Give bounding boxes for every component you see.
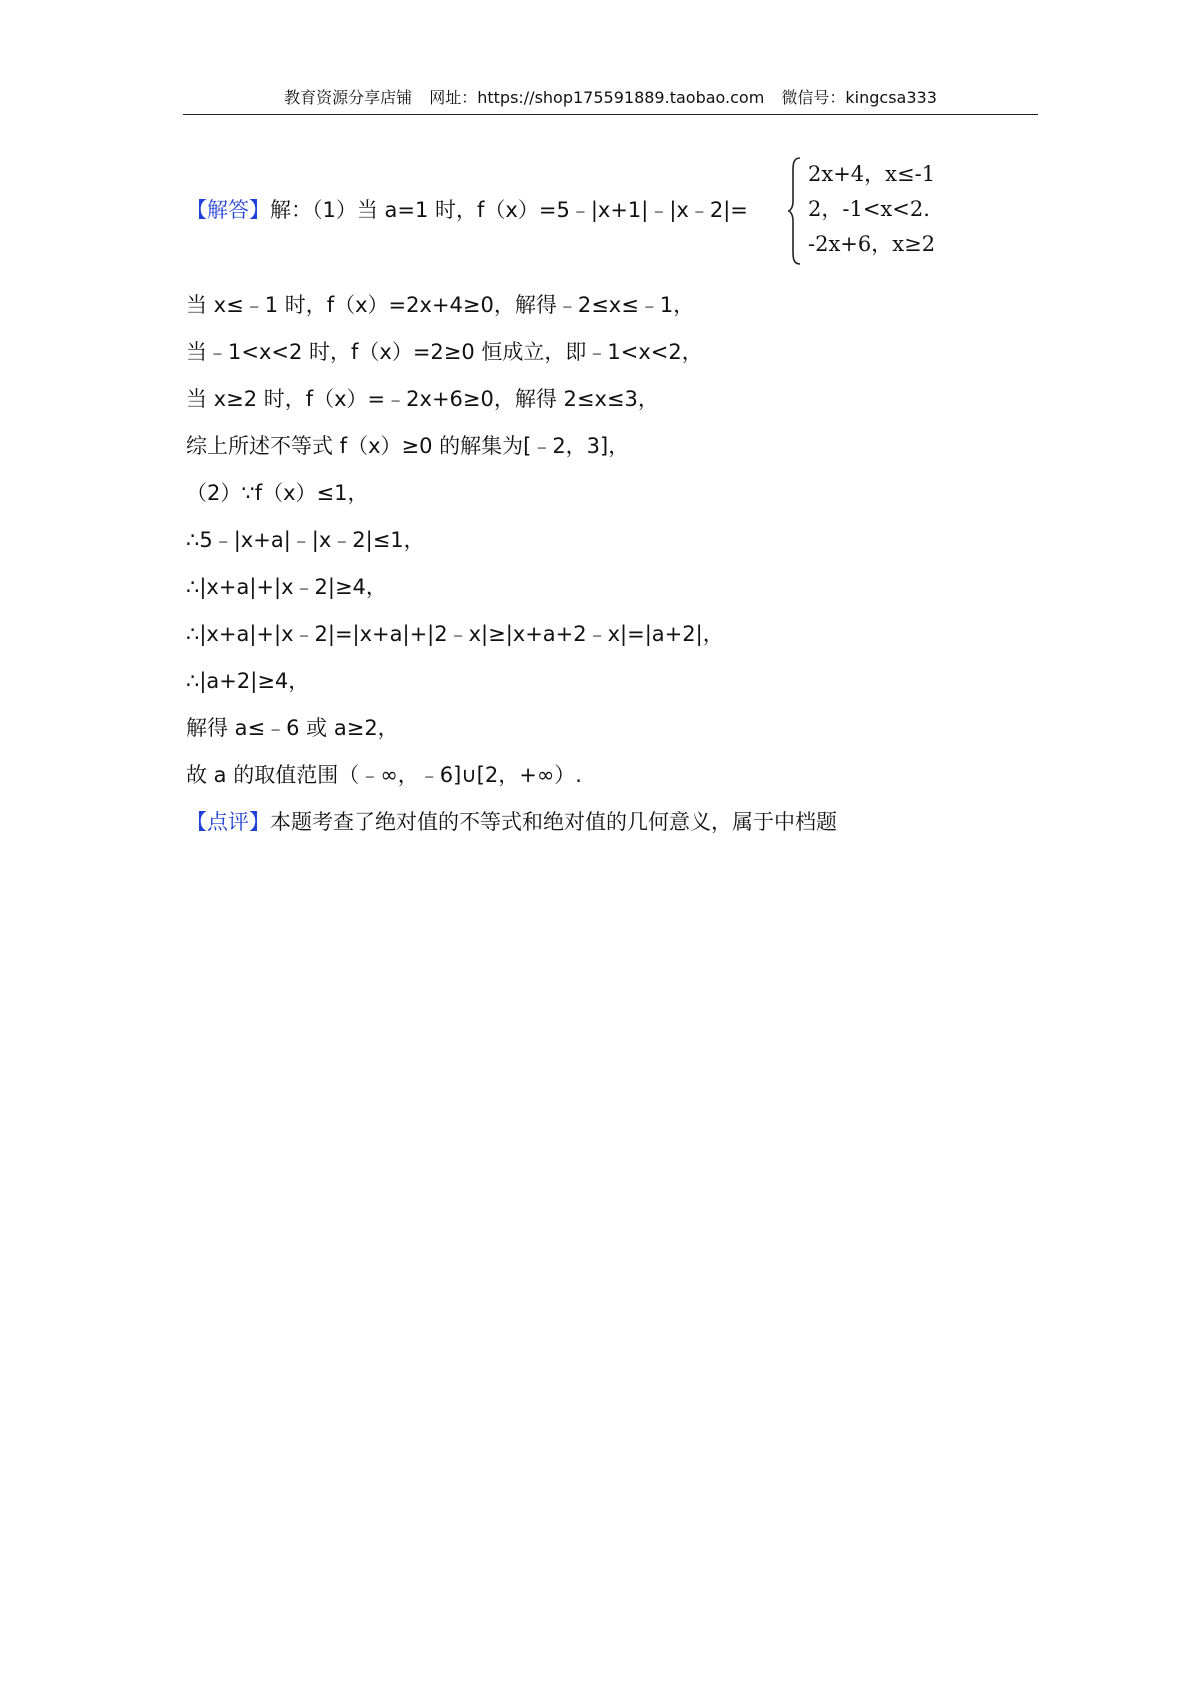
piecewise-case-1: 2x+4，x≤-1 (808, 162, 936, 186)
comment-text: 本题考查了绝对值的不等式和绝对值的几何意义，属于中档题 (270, 810, 837, 834)
comment-tag: 【点评】 (186, 810, 270, 834)
solution-line-7: ∴|x+a|+|x﹣2|≥4， (186, 575, 387, 599)
solution-line-6: ∴5﹣|x+a|﹣|x﹣2|≤1， (186, 528, 425, 552)
solution-line-9: ∴|a+2|≥4， (186, 669, 310, 693)
piecewise-case-3: -2x+6，x≥2 (808, 232, 936, 256)
answer-lead (186, 194, 748, 224)
solution-line-1: 当 x≤﹣1 时，f（x）=2x+4≥0，解得﹣2≤x≤﹣1， (186, 293, 695, 317)
page-header (183, 82, 1038, 115)
solution-line-11: 故 a 的取值范围（﹣∞，﹣6]∪[2，+∞）. (186, 763, 582, 787)
piecewise-function (786, 156, 966, 266)
solution-line-5: （2）∵f（x）≤1， (186, 481, 369, 505)
solution-line-10: 解得 a≤﹣6 或 a≥2， (186, 716, 399, 740)
solution-line-3: 当 x≥2 时，f（x）=﹣2x+6≥0，解得 2≤x≤3， (186, 387, 659, 411)
header-wechat: 微信号：kingcsa333 (781, 88, 937, 107)
left-brace-icon (786, 156, 804, 266)
answer-row (186, 156, 1036, 282)
piecewise-case-2: 2，-1<x<2. (808, 197, 930, 221)
solution-line-8: ∴|x+a|+|x﹣2|=|x+a|+|2﹣x|≥|x+a+2﹣x|=|a+2|， (186, 622, 724, 646)
comment-line (186, 799, 1036, 846)
solution-line-2: 当﹣1<x<2 时，f（x）=2≥0 恒成立，即﹣1<x<2， (186, 340, 703, 364)
solution-body (186, 156, 1036, 846)
solution-line-4: 综上所述不等式 f（x）≥0 的解集为[﹣2，3]， (186, 434, 630, 458)
header-shop: 教育资源分享店铺 (284, 88, 413, 107)
header-url: 网址：https://shop175591889.taobao.com (429, 88, 765, 107)
answer-tag: 【解答】 (186, 198, 270, 222)
part1-intro: 解：（1）当 a=1 时，f（x）=5﹣|x+1|﹣|x﹣2|= (270, 198, 748, 222)
